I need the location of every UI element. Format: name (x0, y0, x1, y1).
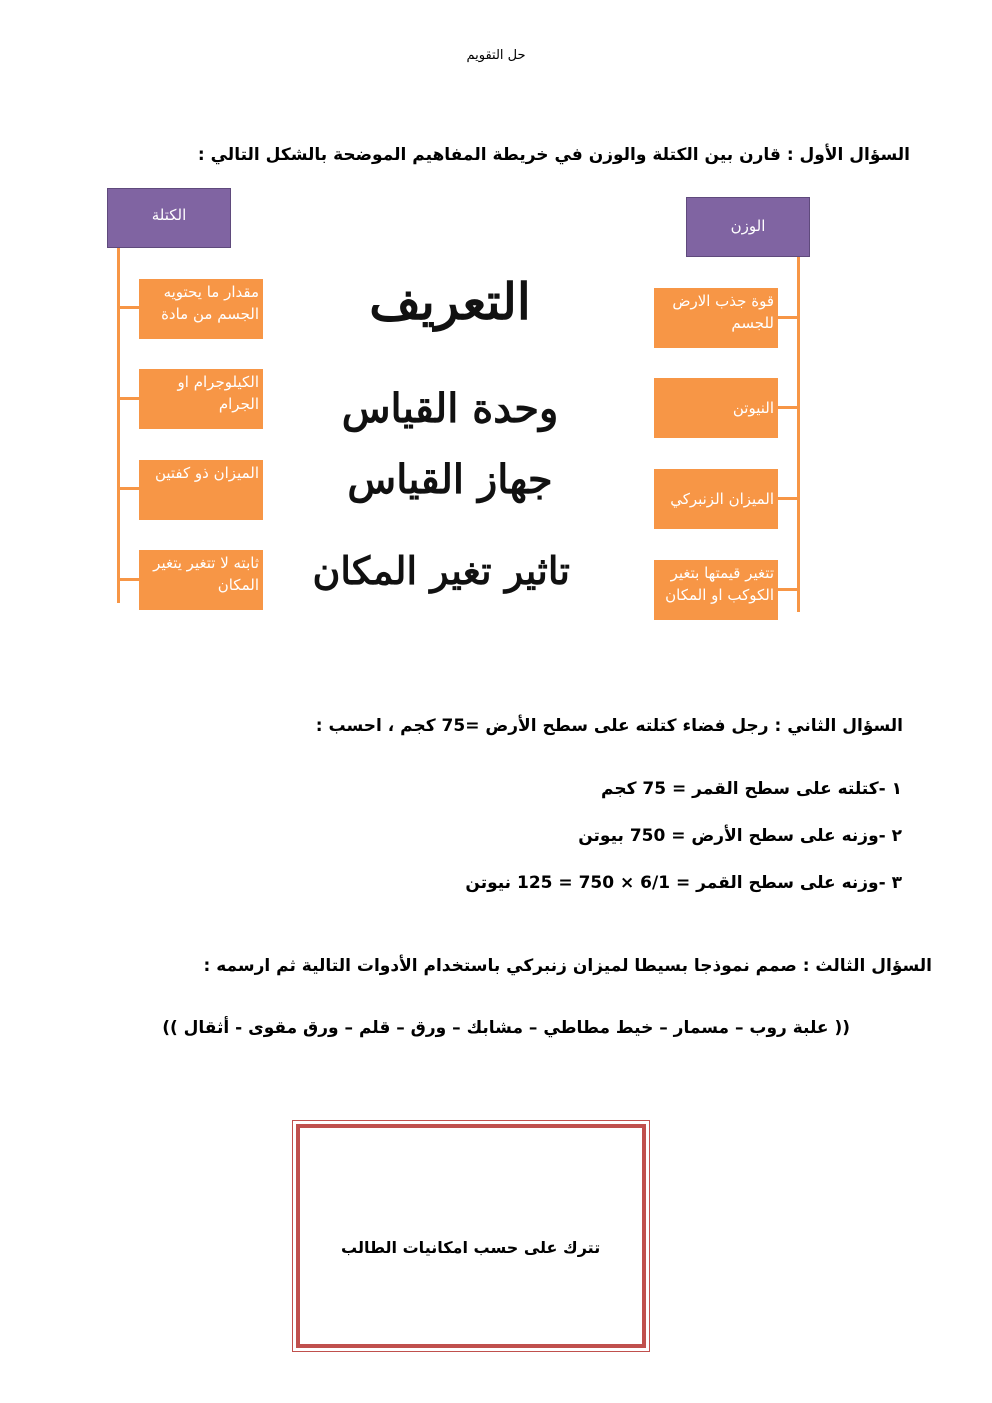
q2-answer-3: ٣ -وزنه على سطح القمر = 6/1 × 750 = 125 نيوتن (465, 873, 902, 893)
criterion-place-effect: تاثير تغير المكان (312, 548, 570, 593)
mass-device-box: الميزان ذو كفتين (139, 460, 263, 520)
criterion-definition: التعريف (369, 272, 531, 331)
mass-definition-box: مقدار ما يحتويه الجسم من مادة (139, 279, 263, 339)
weight-connector-3 (778, 497, 800, 500)
weight-header-box (686, 197, 810, 257)
mass-header-box (107, 188, 231, 248)
question-1-title: السؤال الأول : قارن بين الكتلة والوزن في خريطة المفاهيم الموضحة بالشكل التالي : (197, 145, 910, 165)
mass-connector-1 (117, 306, 139, 309)
q3-tools-list: (( علبة روب – مسمار – خيط مطاطي – مشابك – ورق – قلم – ورق مقوى - أثقال )) (162, 1018, 850, 1038)
mass-header-label: الكتلة (151, 206, 187, 224)
weight-device-box: الميزان الزنبركي (654, 469, 778, 529)
mass-connector-vertical (117, 248, 120, 603)
mass-connector-4 (117, 578, 139, 581)
question-3-title: السؤال الثالث : صمم نموذجا بسيطا لميزان زنبركي باستخدام الأدوات التالية ثم ارسمه : (203, 956, 932, 976)
answer-frame (296, 1124, 646, 1348)
criterion-unit: وحدة القياس (341, 385, 559, 432)
weight-connector-2 (778, 406, 800, 409)
mass-unit-box: الكيلوجرام او الجرام (139, 369, 263, 429)
weight-definition-box: قوة جذب الارض للجسم (654, 288, 778, 348)
weight-connector-1 (778, 316, 800, 319)
mass-connector-2 (117, 397, 139, 400)
q2-answer-1: ١ -كتلته على سطح القمر = 75 كجم (601, 779, 902, 799)
weight-connector-4 (778, 588, 800, 591)
question-2-title: السؤال الثاني : رجل فضاء كتلته على سطح الأرض =75 كجم ، احسب : (315, 716, 903, 736)
answer-frame-note: تترك على حسب امكانيات الطالب (341, 1238, 601, 1257)
weight-connector-vertical (797, 257, 800, 612)
weight-place-effect-box: تتغير قيمتها بتغير الكوكب او المكان (654, 560, 778, 620)
weight-unit-box: النيوتن (654, 378, 778, 438)
mass-connector-3 (117, 487, 139, 490)
weight-header-label: الوزن (730, 217, 766, 235)
criterion-device: جهاز القياس (347, 456, 553, 503)
mass-place-effect-box: ثابته لا تتغير يتغير المكان (139, 550, 263, 610)
q2-answer-2: ٢ -وزنه على سطح الأرض = 750 بيوتن (578, 826, 902, 846)
page-header: حل التقويم (466, 48, 526, 63)
